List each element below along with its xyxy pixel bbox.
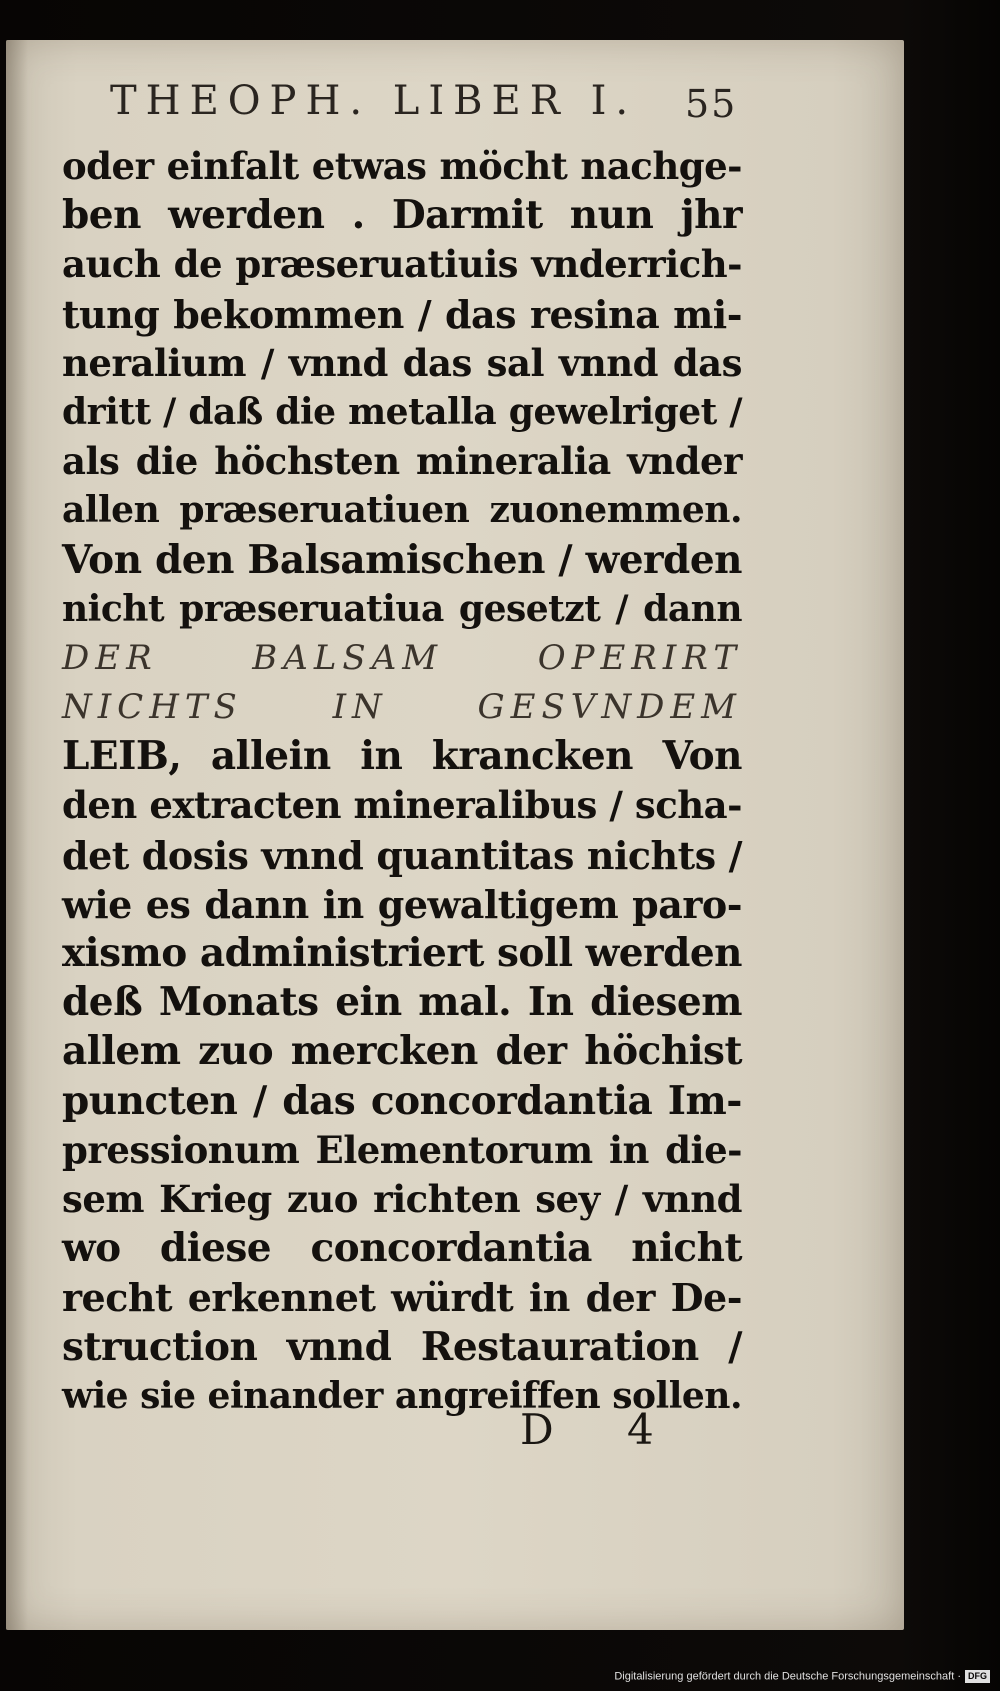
text-line: wie es dann in gewaltigem paro- bbox=[62, 881, 742, 927]
text-line: den extracten mineralibus / scha- bbox=[62, 783, 742, 828]
text-line: det dosis vnnd quantitas nichts / bbox=[62, 832, 742, 878]
text-line-caps: NICHTS IN GESVNDEM bbox=[62, 687, 742, 728]
body-text bbox=[62, 142, 742, 1421]
text-line: tung bekommen / das resina mi- bbox=[62, 291, 742, 337]
text-line: recht erkennet würdt in der De- bbox=[62, 1275, 742, 1321]
digitization-credit bbox=[600, 1670, 990, 1688]
text-line: struction vnnd Restauration / bbox=[62, 1323, 742, 1370]
text-line: sem Krieg zuo richten sey / vnnd bbox=[62, 1176, 742, 1221]
text-line: pressionum Elementorum in die- bbox=[62, 1127, 742, 1172]
text-line: auch de præseruatiuis vnderrich- bbox=[62, 242, 742, 287]
text-line: als die höchsten mineralia vnder bbox=[62, 439, 742, 484]
text-line: oder einfalt etwas möcht nachge- bbox=[62, 144, 742, 188]
credit-text: Digitalisierung gefördert durch die Deutsche Forschungsgemeinschaft · bbox=[614, 1670, 961, 1683]
text-line: ben werden . Darmit nun jhr bbox=[62, 192, 742, 239]
text-line: puncten / das concordantia Im- bbox=[62, 1077, 742, 1124]
text-line: neralium / vnnd das sal vnnd das bbox=[62, 340, 742, 385]
text-line: wie sie einander angreiffen sollen. bbox=[62, 1374, 742, 1417]
running-title: THEOPH. LIBER I. bbox=[110, 78, 638, 124]
text-line: deß Monats ein mal. In diesem bbox=[62, 979, 742, 1026]
text-line: allen præseruatiuen zuonemmen. bbox=[62, 489, 742, 532]
dfg-logo: DFG bbox=[965, 1670, 990, 1683]
page-gutter-shadow bbox=[6, 40, 28, 1630]
text-line: xismo administriert soll werden bbox=[62, 930, 743, 976]
text-line: dritt / daß die metalla gewelriget / bbox=[62, 390, 742, 433]
page-number: 55 bbox=[685, 82, 738, 126]
running-header bbox=[110, 78, 750, 138]
text-line: Von den Balsamischen / werden bbox=[62, 536, 742, 583]
text-line: LEIB, allein in krancken Von bbox=[62, 733, 742, 780]
text-line: allem zuo mercken der höchist bbox=[62, 1028, 742, 1075]
text-line: wo diese concordantia nicht bbox=[62, 1225, 742, 1272]
signature-mark: D 4 bbox=[520, 1405, 684, 1454]
text-line: nicht præseruatiua gesetzt / dann bbox=[62, 587, 742, 630]
text-line-caps: DER BALSAM OPERIRT bbox=[62, 637, 742, 678]
